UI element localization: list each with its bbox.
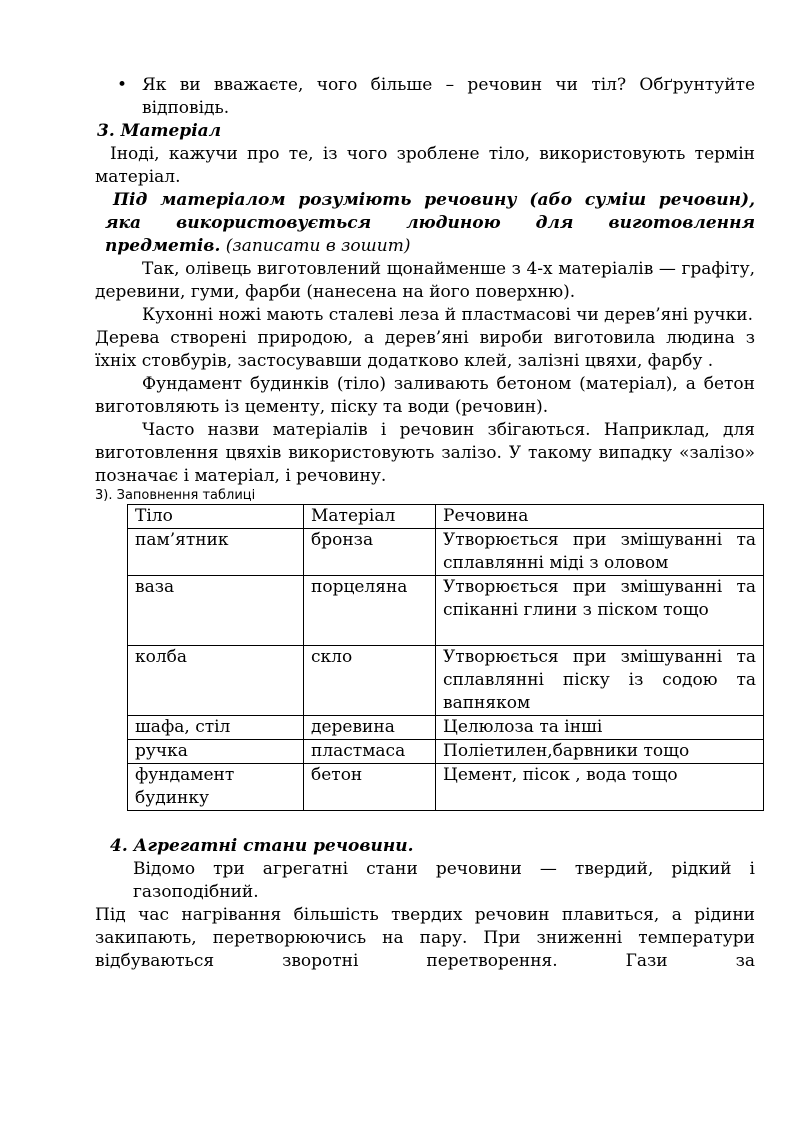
table-row bbox=[128, 646, 764, 716]
table-cell-substance: Утворюється при змішуванні та спіканні глини з піском тощо bbox=[436, 576, 764, 646]
section-4-states: Відомо три агрегатні стани речовини — твердий, рідкий і газоподібний. bbox=[133, 859, 755, 902]
table-cell-body: колба bbox=[128, 646, 304, 716]
paragraph-knives: Кухонні ножі мають сталеві леза й пластмасові чи дерев’яні ручки. bbox=[142, 305, 754, 325]
paragraph-trees-line2: їхніх стовбурів, застосувавши додатково клей, залізні цвяхи, фарбу . bbox=[95, 351, 714, 371]
table-cell-substance: Утворюється при змішуванні та сплавлянні піску із содою та вапняком bbox=[436, 646, 764, 716]
paragraph-names: Часто назви матеріалів і речовин збігаються. Наприклад, для виготовлення цвяхів використовують залізо. У такому випадку «залізо» позначає і матеріал, і речовину. bbox=[95, 420, 755, 486]
definition-text: Під матеріалом розуміють речовину (або суміш речовин), яка використовується людиною для виготовлення предметів. bbox=[105, 190, 755, 256]
table-cell-material: порцеляна bbox=[304, 576, 436, 646]
bullet-question bbox=[95, 74, 755, 120]
table-row bbox=[128, 716, 764, 740]
bullet-icon: • bbox=[117, 75, 128, 95]
paragraph-trees-line1: Дерева створені природою, а дерев’яні вироби виготовила людина з bbox=[95, 328, 755, 348]
table-cell-body: шафа, стіл bbox=[128, 716, 304, 740]
table-cell-material: бронза bbox=[304, 529, 436, 576]
table-cell-substance: Поліетилен,барвники тощо bbox=[436, 740, 764, 764]
bullet-question-text: Як ви вважаєте, чого більше – речовин чи тіл? Обґрунтуйте відповідь. bbox=[142, 75, 755, 118]
table-cell-body: ручка bbox=[128, 740, 304, 764]
table-cell-body: пам’ятник bbox=[128, 529, 304, 576]
table-cell-substance: Утворюється при змішуванні та сплавлянні міді з оловом bbox=[436, 529, 764, 576]
table-header-cell: Речовина bbox=[436, 505, 764, 529]
paragraph-pencil: Так, олівець виготовлений щонайменше з 4-х матеріалів — графіту, деревини, гуми, фарби (нанесена на його поверхню). bbox=[95, 259, 755, 302]
table-cell-material: бетон bbox=[304, 764, 436, 811]
definition-block bbox=[95, 189, 755, 258]
table-cell-substance: Цемент, пісок , вода тощо bbox=[436, 764, 764, 811]
section-4-title: 4. Агрегатні стани речовини. bbox=[110, 836, 414, 856]
table-cell-material: деревина bbox=[304, 716, 436, 740]
section-3-title: 3. Матеріал bbox=[97, 121, 222, 141]
table-cell-body: ваза bbox=[128, 576, 304, 646]
table-caption: 3). Заповнення таблиці bbox=[95, 488, 256, 503]
table-cell-body: фундамент будинку bbox=[128, 764, 304, 811]
table-header-cell: Тіло bbox=[128, 505, 304, 529]
table-cell-substance: Целюлоза та інші bbox=[436, 716, 764, 740]
table-row bbox=[128, 576, 764, 646]
section-3-intro: Іноді, кажучи про те, із чого зроблене тіло, використовують термін матеріал. bbox=[95, 144, 755, 187]
table-header-row bbox=[128, 505, 764, 529]
table-row bbox=[128, 740, 764, 764]
table-cell-material: скло bbox=[304, 646, 436, 716]
table-row bbox=[128, 764, 764, 811]
table-header-cell: Матеріал bbox=[304, 505, 436, 529]
document-page bbox=[95, 74, 755, 973]
table-row bbox=[128, 529, 764, 576]
definition-note: (записати в зошит) bbox=[225, 236, 411, 256]
table-cell-material: пластмаса bbox=[304, 740, 436, 764]
materials-table bbox=[127, 504, 764, 811]
paragraph-foundation: Фундамент будинків (тіло) заливають бетоном (матеріал), а бетон виготовляють із цементу, піску та води (речовин). bbox=[95, 374, 755, 417]
section-4-heating: Під час нагрівання більшість твердих речовин плавиться, а рідини закипають, перетворюючись на пару. При зниженні температури відбуваються зворотні перетворення. Гази за bbox=[95, 905, 755, 971]
